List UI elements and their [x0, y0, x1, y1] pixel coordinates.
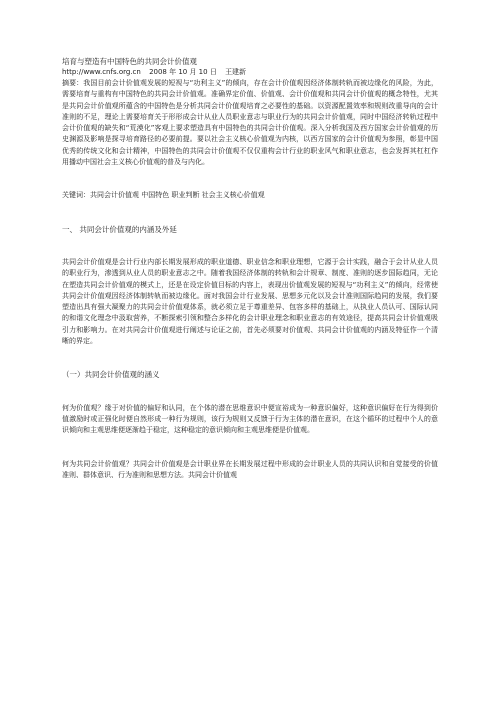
- spacer: [62, 235, 438, 257]
- spacer: [62, 437, 438, 459]
- author-name: 王建新: [225, 68, 247, 76]
- document-body: [62, 56, 438, 481]
- source-line: [62, 67, 438, 78]
- abstract-paragraph: 摘要：我国目前会计价值观发展的短视与“功利主义”的倾向，存在会计价值观因经济体制转轨而被边缘化的风险，为此，需要培育与重构有中国特色的共同会计价值观。准确界定价值、价值观、会计价值观和共同会计价值观的概念特性，尤其是共同会计价值观所蕴含的中国特色是分析共同会计价值观培育之必要性的基础。以资源配置效率和规则改重导向的会计准则的不足，理论上需要培育关于形形成会计从业人员职业意志与职业行为的共同会计价值观，同时中国经济转轨过程中会计价值观的缺失和“荒漠化”客观上要求塑造具有中国特色的共同会计价值观。深入分析我国及西方国家会计价值观的历史渊源及影响是探寻培育路径的必要前提。要以社会主义核心价值观为内核，以西方国家的会计价值观为参照，彰显中国优秀的传统文化和会计精神，中国特色的共同会计价值观不仅仅重构会计行业的职业风气和职业意志，也会发挥其杠杠作用播动中国社会主义核心价值观的普及与内化。: [62, 79, 438, 167]
- spacer: [62, 347, 438, 369]
- section-heading: 一、 共同会计价值观的内涵及外延: [62, 224, 177, 234]
- subsection-heading: （一）共同会计价值观的涵义: [62, 370, 160, 380]
- document-title: 培育与塑造有中国特色的共同会计价值观: [62, 57, 197, 66]
- accounting-values-paragraph: 何为共同会计价值观？共同会计价值观是会计职业界在长期发展过程中形成的会计职业人员的共同认识和自觉接受的价值准则、群体意识、行为准则和思想方法。共同会计价值观: [62, 459, 438, 479]
- source-url: http://www.cnfs.org.cn: [62, 68, 141, 76]
- spacer: [62, 202, 438, 224]
- values-definition-paragraph: 何为价值观？缘于对价值的偏好和认同，在个体的潜在思维意识中便宣裕成为一种意识偏好，这种意识偏好在行为得到价值激励时或正强化时便自然形成一种行为规则，该行为规则又反馈于行为主体的潜在意识，在这个循环的过程中个人的意识倾向和主观思维便逐渐趋于稳定，这种稳定的意识倾向和主观思维便是价值观。: [62, 403, 438, 435]
- spacer: [62, 381, 438, 403]
- keywords-line: 关键词：共同会计价值观 中国特色 职业判断 社会主义核心价值观: [62, 191, 265, 200]
- spacer: [62, 168, 438, 190]
- section-body-paragraph: 共同会计价值观是会计行业内部长期发展形成的职业道德、职业信念和职业理想，它源于会计实践，融合于会计从业人员的职业行为，渗透到从业人员的职业意志之中。随着我国经济体制的转轨和会计规章、制度、准则的逐步国际趋同，无论在塑造共同会计价值观的模式上，还是在设定价值目标的内容上，表现出价值观发展的短视与“功利主义”的倾向，经常使共同会计价值观因经济体制转轨而被边缘化。面对我国会计行业发展、思想多元化以及会计准则国际趋同的发展，我们要塑造出具有强大凝聚力的共同会计价值观体系，就必须立足于尊重差异、包容多样的基础上，从执业人员认可、国际认同的和谐文化理念中汲取营养，不断探索引领和整合多样化的会计职业理念和职业意志的有效途径，提高共同会计价值观吸引力和影响力。在对共同会计价值观进行阐述与论证之前，首先必须要对价值观、共同会计价值观的内涵及特征作一个清晰的界定。: [62, 257, 438, 346]
- publish-date: 2008 年 10 月 10 日: [149, 68, 217, 76]
